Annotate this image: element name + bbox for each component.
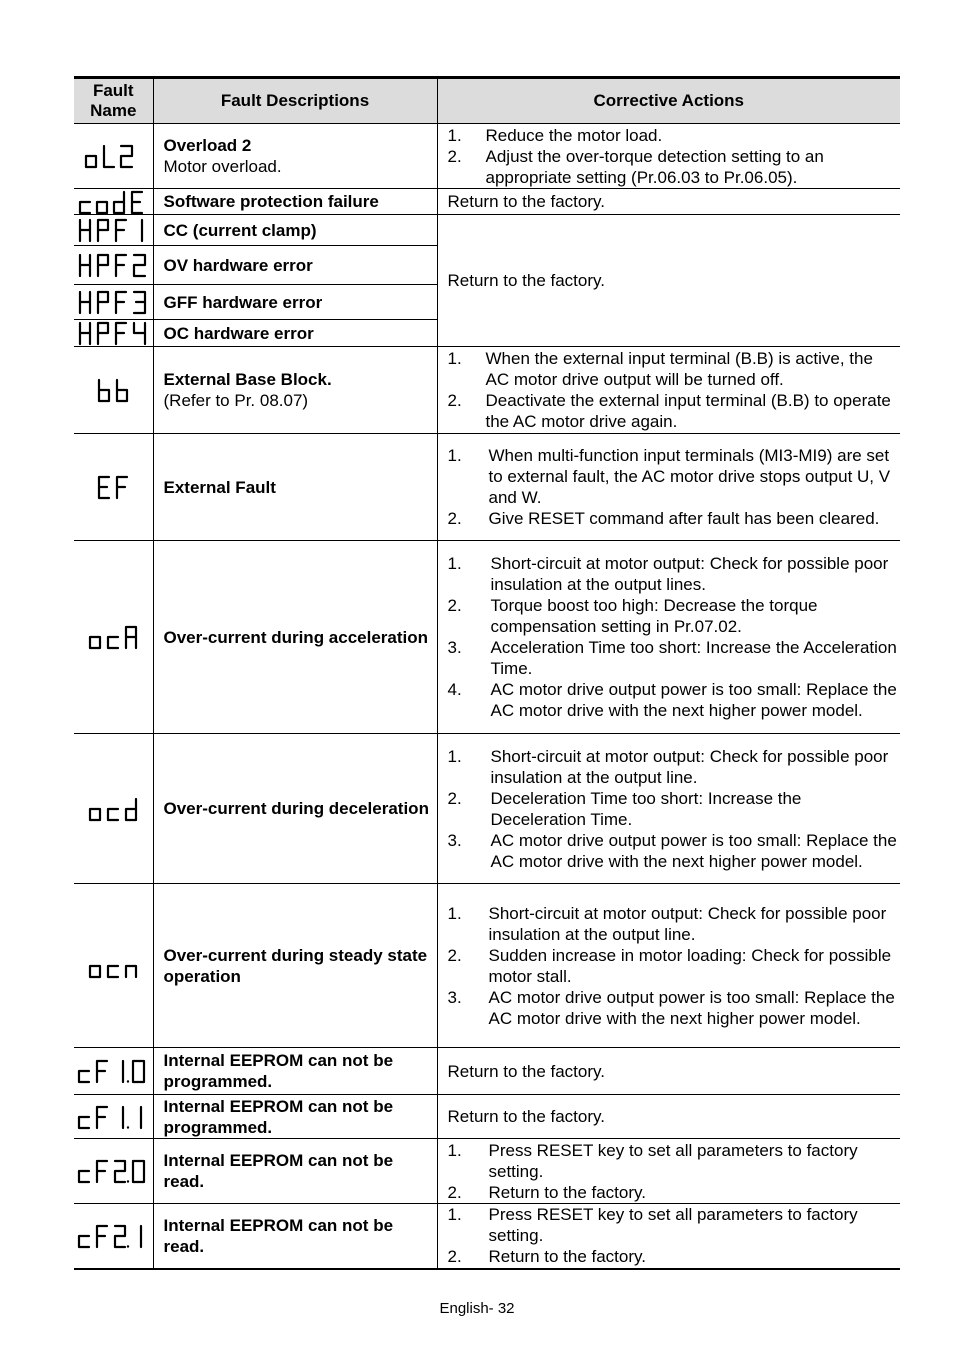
action-item: 2. Deceleration Time too short: Increase the Deceleration Time. (447, 788, 802, 829)
fault-code-ocd (74, 734, 153, 884)
fault-description (153, 189, 437, 215)
fault-code-oca-icon (88, 625, 138, 649)
fault-code-bb-icon (97, 378, 129, 402)
fault-code-hpf1-icon (78, 218, 148, 242)
fault-code-cf10-icon (77, 1059, 149, 1083)
action-item: 1. When the external input terminal (B.B) is active, the AC motor drive output will be turned off. (447, 349, 873, 389)
fault-subtitle: (Refer to Pr. 08.07) (163, 391, 309, 410)
table-row (74, 1095, 900, 1139)
corrective-actions (437, 541, 900, 734)
action-item: 1. When multi-function input terminals (MI3-MI9) are set to external fault, the AC motor drive stops output U, V and W. (447, 446, 891, 507)
fault-title: Internal EEPROM can not be programmed. (163, 1051, 394, 1091)
corrective-actions: Return to the factory. (437, 215, 900, 347)
corrective-actions (437, 734, 900, 884)
action-item: 1. Reduce the motor load. (447, 125, 663, 145)
corrective-actions: Return to the factory. (437, 189, 900, 215)
fault-code-hpf3-icon (78, 290, 148, 314)
fault-code-cf21-icon (77, 1224, 149, 1248)
table-row (74, 541, 900, 734)
fault-title: Overload 2 (163, 136, 252, 155)
fault-code-cf10 (74, 1048, 153, 1095)
header-fault-name: Fault Name (74, 78, 153, 124)
fault-description (153, 1204, 437, 1269)
fault-title: Internal EEPROM can not be read. (163, 1151, 394, 1191)
action-item: 3. Acceleration Time too short: Increase the Acceleration Time. (447, 638, 897, 678)
corrective-actions (437, 347, 900, 434)
action-item: 2. Deactivate the external input terminal (B.B) to operate the AC motor drive again. (447, 391, 891, 431)
fault-description (153, 734, 437, 884)
fault-title: Software protection failure (163, 192, 379, 211)
fault-title: Over-current during steady state operation (163, 945, 428, 986)
action-item: 2. Give RESET command after fault has been cleared. (447, 509, 880, 528)
corrective-actions (437, 124, 900, 189)
table-row (74, 189, 900, 215)
action-item: 2. Sudden increase in motor loading: Check for possible motor stall. (447, 945, 892, 986)
table-row (74, 434, 900, 541)
fault-description (153, 347, 437, 434)
fault-code-hpf3 (74, 285, 153, 320)
corrective-actions (437, 1139, 900, 1204)
action-item: 3. AC motor drive output power is too small: Replace the AC motor drive with the next higher power model. (447, 987, 895, 1028)
action-item: 4. AC motor drive output power is too small: Replace the AC motor drive with the next higher power model. (447, 680, 897, 720)
fault-code-ef-icon (97, 475, 129, 499)
table-row (74, 884, 900, 1048)
fault-description (153, 434, 437, 541)
fault-code-oca (74, 541, 153, 734)
fault-code-hpf2-icon (78, 253, 148, 277)
fault-title: External Fault (163, 477, 276, 497)
table-row (74, 1048, 900, 1095)
fault-title: Internal EEPROM can not be read. (163, 1215, 394, 1256)
action-item: 2. Return to the factory. (447, 1182, 646, 1202)
fault-subtitle: Motor overload. (163, 157, 282, 176)
fault-title: External Base Block. (163, 370, 332, 389)
action-item: 3. AC motor drive output power is too small: Replace the AC motor drive with the next higher power model. (447, 830, 897, 871)
fault-description (153, 285, 437, 320)
fault-title: Over-current during acceleration (163, 627, 429, 647)
header-corrective-actions: Corrective Actions (437, 78, 900, 124)
fault-title: Over-current during deceleration (163, 799, 429, 818)
fault-code-ocd-icon (88, 797, 138, 821)
action-item: 1. Short-circuit at motor output: Check for possible poor insulation at the output lines. (447, 554, 889, 594)
fault-code-hpf4-icon (78, 321, 148, 345)
fault-code-ef (74, 434, 153, 541)
fault-title: GFF hardware error (163, 292, 323, 312)
fault-description (153, 1095, 437, 1139)
fault-description (153, 215, 437, 246)
corrective-actions (437, 1204, 900, 1269)
fault-title: CC (current clamp) (163, 220, 317, 240)
fault-code-code-icon (78, 190, 148, 214)
table-header-row (74, 78, 900, 124)
fault-title: OV hardware error (163, 255, 313, 275)
table-row (74, 734, 900, 884)
page-footer: English- 32 (439, 1300, 515, 1317)
action-item: 1. Press RESET key to set all parameters to factory setting. (447, 1140, 858, 1181)
fault-code-cf11 (74, 1095, 153, 1139)
action-item: 1. Short-circuit at motor output: Check for possible poor insulation at the output line. (447, 903, 887, 944)
fault-code-hpf4 (74, 320, 153, 347)
fault-code-hpf2 (74, 246, 153, 285)
action-item: 2. Torque boost too high: Decrease the torque compensation setting in Pr.07.02. (447, 596, 818, 636)
fault-code-cf20-icon (77, 1159, 149, 1183)
fault-description (153, 320, 437, 347)
fault-code-code (74, 189, 153, 215)
fault-table (74, 76, 900, 1270)
fault-description (153, 124, 437, 189)
fault-title: OC hardware error (163, 323, 314, 343)
action-item: 2. Return to the factory. (447, 1247, 646, 1267)
fault-description (153, 1048, 437, 1095)
fault-code-ol2-icon (84, 144, 142, 168)
corrective-actions: Return to the factory. (437, 1048, 900, 1095)
fault-code-cf20 (74, 1139, 153, 1204)
fault-code-bb (74, 347, 153, 434)
fault-description (153, 541, 437, 734)
fault-code-cf21 (74, 1204, 153, 1269)
corrective-actions: Return to the factory. (437, 1095, 900, 1139)
table-row (74, 215, 900, 246)
table-row (74, 347, 900, 434)
fault-code-ol2 (74, 124, 153, 189)
fault-title: Internal EEPROM can not be programmed. (163, 1096, 394, 1137)
header-fault-descriptions: Fault Descriptions (153, 78, 437, 124)
action-item: 2. Adjust the over-torque detection setting to an appropriate setting (Pr.06.03 to Pr.06.05). (447, 146, 824, 187)
table-row (74, 1204, 900, 1269)
fault-code-ocn (74, 884, 153, 1048)
corrective-actions (437, 434, 900, 541)
action-item: 1. Press RESET key to set all parameters to factory setting. (447, 1205, 858, 1246)
fault-description (153, 246, 437, 285)
fault-code-ocn-icon (88, 954, 138, 978)
corrective-actions (437, 884, 900, 1048)
action-item: 1. Short-circuit at motor output: Check for possible poor insulation at the output line. (447, 746, 889, 787)
fault-code-hpf1 (74, 215, 153, 246)
fault-code-cf11-icon (77, 1105, 149, 1129)
table-row (74, 1139, 900, 1204)
fault-description (153, 1139, 437, 1204)
table-row (74, 124, 900, 189)
fault-description (153, 884, 437, 1048)
